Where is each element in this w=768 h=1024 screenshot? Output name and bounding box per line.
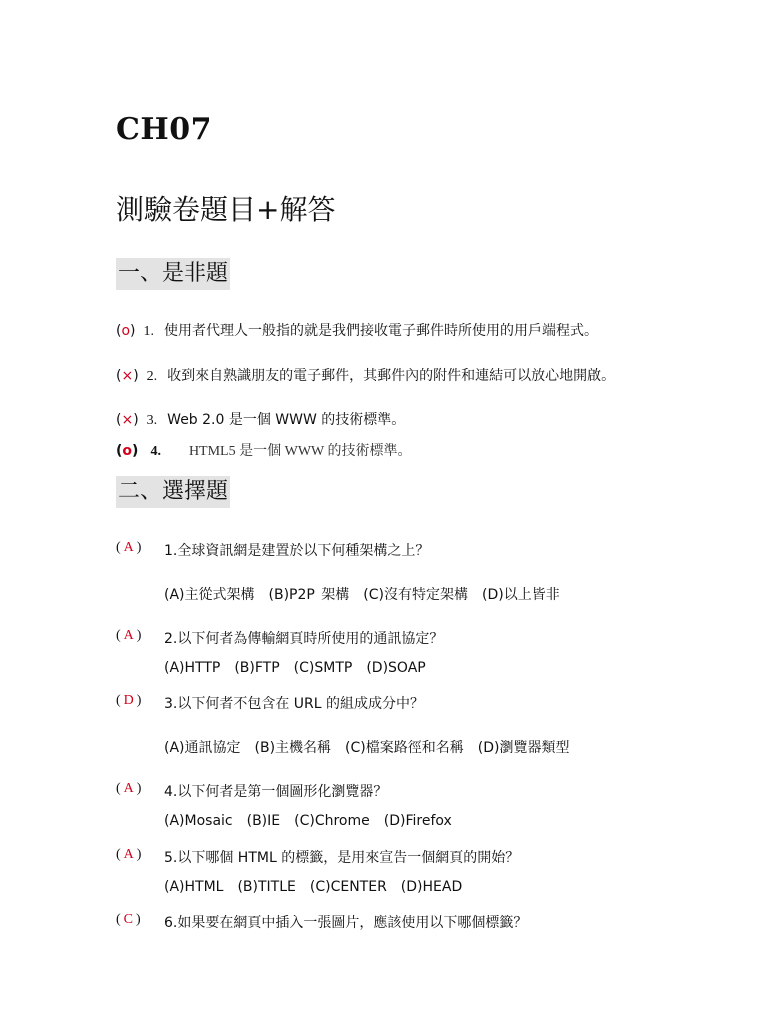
mc-question-5: 5.以下哪個 HTML 的標籤，是用來宣告一個網頁的開始？: [164, 850, 520, 866]
tf-item-2: (×) 2. 收到來自熟識朋友的電子郵件，其郵件內的附件和連結可以放心地開啟。: [116, 368, 616, 384]
mc-answer-6: ( C ): [116, 912, 141, 927]
tf-text: 收到來自熟識朋友的電子郵件，其郵件內的附件和連結可以放心地開啟。: [167, 368, 616, 384]
section-heading-true-false: 一、是非題: [116, 258, 230, 290]
tf-text: Web 2.0 是一個 WWW 的技術標準。: [167, 412, 406, 428]
mc-answer-2: ( A ): [116, 628, 142, 643]
tf-item-1: (o) 1. 使用者代理人一般指的就是我們接收電子郵件時所使用的用戶端程式。: [116, 323, 599, 339]
tf-text: HTML5 是一個 WWW 的技術標準。: [188, 444, 412, 459]
tf-number: 2.: [146, 369, 158, 384]
tf-answer-mark: o: [121, 323, 131, 339]
mc-answer-4: ( A ): [116, 781, 142, 796]
tf-number: 1.: [143, 324, 155, 339]
mc-question-4: 4.以下何者是第一個圖形化瀏覽器？: [164, 784, 388, 800]
section-heading-multiple-choice: 二、選擇題: [116, 476, 230, 508]
tf-text: 使用者代理人一般指的就是我們接收電子郵件時所使用的用戶端程式。: [164, 323, 599, 339]
mc-options-2: (A)HTTP (B)FTP (C)SMTP (D)SOAP: [164, 660, 426, 676]
mc-answer-5: ( A ): [116, 847, 142, 862]
mc-question-2: 2.以下何者為傳輸網頁時所使用的通訊協定？: [164, 631, 444, 647]
mc-options-5: (A)HTML (B)TITLE (C)CENTER (D)HEAD: [164, 879, 463, 895]
mc-answer-3: ( D ): [116, 693, 142, 708]
mc-answer-1: ( A ): [116, 540, 142, 555]
mc-options-4: (A)Mosaic (B)IE (C)Chrome (D)Firefox: [164, 813, 452, 829]
mc-question-6: 6.如果要在網頁中插入一張圖片，應該使用以下哪個標籤？: [164, 915, 528, 931]
document-title: 測驗卷題目+解答: [116, 193, 336, 226]
mc-question-1: 1.全球資訊網是建置於以下何種架構之上？: [164, 543, 430, 559]
tf-number: 3.: [146, 413, 158, 428]
chapter-heading: CH07: [116, 112, 212, 147]
mc-options-3: (A)通訊協定 (B)主機名稱 (C)檔案路徑和名稱 (D)瀏覽器類型: [164, 740, 570, 756]
mc-options-1: (A)主從式架構 (B)P2P 架構 (C)沒有特定架構 (D)以上皆非: [164, 587, 560, 603]
tf-answer-mark: ×: [121, 368, 134, 384]
tf-answer-mark: ×: [121, 412, 134, 428]
tf-item-3: (×) 3. Web 2.0 是一個 WWW 的技術標準。: [116, 412, 406, 428]
tf-answer-mark: o: [122, 443, 133, 459]
mc-question-3: 3.以下何者不包含在 URL 的組成成分中？: [164, 696, 425, 712]
tf-item-4: (o) 4. HTML5 是一個 WWW 的技術標準。: [116, 443, 412, 459]
tf-number: 4.: [150, 444, 161, 459]
